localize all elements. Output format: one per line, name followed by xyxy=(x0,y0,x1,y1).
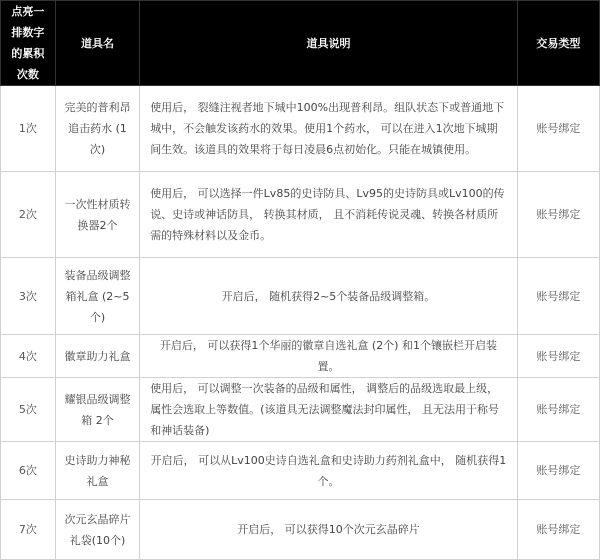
cell-desc: 开启后， 可以获得1个华丽的徽章自选礼盒 (2个) 和1个镶嵌栏开启装置。 xyxy=(140,335,518,378)
cell-trade: 账号绑定 xyxy=(517,442,599,500)
table-row xyxy=(1,335,600,378)
table-row xyxy=(1,442,600,500)
table-row xyxy=(1,258,600,335)
cell-desc: 使用后， 裂缝注视者地下城中100%出现普利昂。组队状态下或普通地下城中，不会触发该药水的效果。使用1个药水， 可以在进入1次地下城期间生效。该道具的效果将于每日凌晨6点初始化。只能在城镇使用。 xyxy=(140,86,518,172)
cell-desc: 开启后， 随机获得2~5个装备品级调整箱。 xyxy=(140,258,518,335)
table-row xyxy=(1,378,600,442)
cell-count: 4次 xyxy=(1,335,56,378)
cell-desc: 使用后， 可以选择一件Lv85的史诗防具、Lv95的史诗防具或Lv100的传说、史诗或神话防具， 转换其材质， 且不消耗传说灵魂、转换各材质所需的特殊材料以及金币。 xyxy=(140,172,518,258)
cell-item: 徽章助力礼盒 xyxy=(55,335,139,378)
table-header-row xyxy=(1,1,600,86)
cell-item: 史诗助力神秘礼盒 xyxy=(55,442,139,500)
table-row xyxy=(1,500,600,560)
cell-item: 装备品级调整箱礼盒 (2~5个) xyxy=(55,258,139,335)
cell-count: 1次 xyxy=(1,86,56,172)
header-count: 点亮一排数字的累积次数 xyxy=(1,1,56,86)
cell-trade: 账号绑定 xyxy=(517,258,599,335)
table-row xyxy=(1,86,600,172)
table-row xyxy=(1,172,600,258)
cell-desc: 使用后， 可以调整一次装备的品级和属性， 调整后的品级选取最上级， 属性会选取上等数值。(该道具无法调整魔法封印属性， 且无法用于称号和神话装备) xyxy=(140,378,518,442)
cell-desc: 开启后， 可以从Lv100史诗自选礼盒和史诗助力药剂礼盒中， 随机获得1个。 xyxy=(140,442,518,500)
header-trade: 交易类型 xyxy=(517,1,599,86)
cell-count: 2次 xyxy=(1,172,56,258)
cell-count: 5次 xyxy=(1,378,56,442)
cell-trade: 账号绑定 xyxy=(517,335,599,378)
cell-trade: 账号绑定 xyxy=(517,172,599,258)
cell-trade: 账号绑定 xyxy=(517,378,599,442)
cell-item: 耀银品级调整箱 2个 xyxy=(55,378,139,442)
cell-item: 一次性材质转换器2个 xyxy=(55,172,139,258)
cell-count: 6次 xyxy=(1,442,56,500)
cell-trade: 账号绑定 xyxy=(517,500,599,560)
cell-trade: 账号绑定 xyxy=(517,86,599,172)
cell-count: 3次 xyxy=(1,258,56,335)
cell-count: 7次 xyxy=(1,500,56,560)
cell-desc: 开启后， 可以获得10个次元玄晶碎片 xyxy=(140,500,518,560)
cell-item: 次元玄晶碎片礼袋(10个) xyxy=(55,500,139,560)
header-desc: 道具说明 xyxy=(140,1,518,86)
cell-item: 完美的普利昂追击药水 (1次) xyxy=(55,86,139,172)
header-item: 道具名 xyxy=(55,1,139,86)
